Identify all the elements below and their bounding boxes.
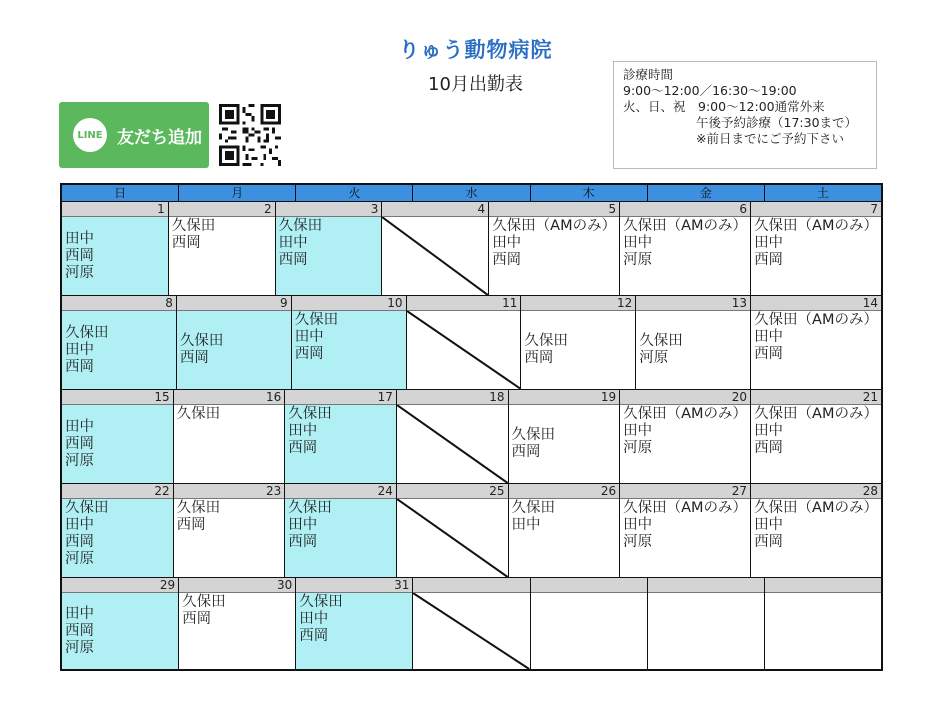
staff-list (62, 217, 168, 295)
staff-list (489, 217, 619, 295)
calendar-day-cell (62, 578, 179, 669)
day-number: 16 (174, 390, 285, 405)
calendar-day-cell (62, 202, 169, 295)
staff-name: 田中 (65, 605, 94, 622)
calendar-day-cell (179, 578, 296, 669)
closed-day-body (413, 593, 529, 669)
staff-list (620, 217, 750, 295)
staff-name: 西岡 (299, 628, 329, 644)
day-number: 3 (276, 202, 382, 217)
staff-name: 久保田（AMのみ） (754, 218, 878, 234)
staff-name: 西岡 (171, 235, 201, 251)
staff-name: 西岡 (288, 534, 318, 550)
staff-name: 西岡 (754, 534, 784, 550)
day-number: 5 (489, 202, 619, 217)
staff-list (751, 405, 881, 483)
staff-name: 久保田（AMのみ） (623, 500, 748, 516)
staff-list (620, 405, 750, 483)
day-number: 24 (285, 484, 396, 499)
calendar-day-cell (620, 390, 751, 483)
line-add-friend-button[interactable] (59, 102, 209, 168)
day-number: 25 (397, 484, 508, 499)
staff-list (751, 311, 881, 389)
closed-diagonal-icon (397, 499, 508, 577)
staff-list (62, 311, 176, 389)
staff-list (174, 499, 285, 577)
staff-list (285, 499, 396, 577)
staff-name: 田中 (65, 517, 94, 533)
day-number: 10 (292, 296, 406, 311)
day-number: 21 (751, 390, 881, 405)
closed-diagonal-icon (397, 405, 508, 483)
staff-name: 久保田 (511, 427, 555, 443)
weekday-fri: 金 (648, 185, 765, 201)
calendar-day-cell (531, 578, 648, 669)
staff-name: 田中 (623, 423, 653, 439)
calendar-day-cell (489, 202, 620, 295)
calendar-week-row (62, 577, 881, 669)
day-number: 27 (620, 484, 750, 499)
staff-name: 田中 (65, 230, 94, 247)
staff-name: 西岡 (65, 534, 94, 550)
staff-name: 西岡 (179, 350, 209, 366)
line-add-friend-label: 友だち追加 (117, 127, 202, 148)
weekday-header (62, 185, 881, 201)
staff-name: 田中 (278, 235, 308, 251)
hours-holiday-note: 火、日、祝 9:00～12:00通常外来 (623, 99, 825, 114)
staff-name: 久保田（AMのみ） (754, 500, 878, 516)
staff-name: 久保田 (171, 218, 216, 234)
staff-name: 久保田 (288, 406, 332, 422)
weekday-wed: 水 (413, 185, 530, 201)
day-number: 20 (620, 390, 750, 405)
staff-list (174, 405, 285, 483)
closed-day-body (382, 217, 488, 295)
staff-name: 西岡 (511, 444, 541, 460)
staff-list (509, 499, 620, 577)
day-number: 29 (62, 578, 178, 593)
day-number: 9 (177, 296, 291, 311)
staff-name: 久保田 (179, 333, 224, 349)
calendar-week-row (62, 201, 881, 295)
weekday-mon: 月 (179, 185, 296, 201)
staff-name: 西岡 (754, 346, 784, 362)
hours-reservation-note: ※前日までにご予約下さい (696, 131, 844, 146)
line-icon: LINE (73, 118, 107, 152)
staff-name: 久保田 (65, 324, 109, 341)
consultation-hours-box (613, 61, 877, 169)
staff-name: 西岡 (65, 622, 94, 639)
weekday-sat: 土 (816, 186, 829, 200)
calendar-day-cell (751, 484, 881, 577)
staff-name: 西岡 (278, 252, 308, 268)
calendar-day-cell (285, 390, 397, 483)
staff-list (179, 593, 295, 669)
calendar-day-cell (521, 296, 636, 389)
staff-list (285, 405, 396, 483)
calendar-day-cell (285, 484, 397, 577)
calendar-day-cell (765, 578, 881, 669)
staff-list (169, 217, 275, 295)
staff-list (62, 405, 173, 483)
calendar-day-cell (648, 578, 765, 669)
calendar-day-cell (397, 484, 509, 577)
staff-name: 西岡 (182, 611, 212, 627)
staff-name: 西岡 (65, 435, 94, 452)
calendar-day-cell (636, 296, 751, 389)
staff-list (62, 593, 178, 669)
staff-name: 久保田 (288, 500, 332, 516)
staff-name: 西岡 (65, 247, 94, 264)
day-number: 8 (62, 296, 176, 311)
staff-name: 久保田 (294, 312, 339, 328)
staff-name: 久保田 (511, 500, 555, 516)
staff-name: 河原 (623, 440, 653, 456)
closed-diagonal-icon (407, 311, 521, 389)
calendar-day-cell (174, 484, 286, 577)
weekday-thu: 木 (531, 185, 648, 201)
staff-list (509, 405, 620, 483)
day-number: 12 (521, 296, 635, 311)
staff-name: 久保田 (65, 500, 109, 516)
staff-name: 河原 (65, 639, 94, 656)
calendar-day-cell (751, 202, 881, 295)
day-number: 18 (397, 390, 508, 405)
staff-list (648, 593, 764, 669)
staff-name: 河原 (65, 452, 94, 469)
staff-name: 田中 (754, 329, 784, 345)
staff-name: 田中 (492, 235, 522, 251)
calendar-day-cell (382, 202, 489, 295)
closed-day-body (407, 311, 521, 389)
day-number: 2 (169, 202, 275, 217)
calendar-day-cell (397, 390, 509, 483)
calendar-day-cell (62, 484, 174, 577)
staff-name: 西岡 (524, 350, 554, 366)
closed-day-body (397, 499, 508, 577)
staff-name: 久保田（AMのみ） (623, 406, 748, 422)
staff-name: 西岡 (294, 346, 324, 362)
closed-day-body (397, 405, 508, 483)
staff-name: 久保田 (176, 406, 221, 422)
day-number (765, 578, 881, 593)
calendar-day-cell (174, 390, 286, 483)
calendar-day-cell (413, 578, 530, 669)
staff-list (292, 311, 406, 389)
staff-name: 西岡 (176, 517, 206, 533)
day-number: 31 (296, 578, 412, 593)
staff-name: 田中 (623, 235, 653, 251)
staff-list (751, 499, 881, 577)
day-number: 22 (62, 484, 173, 499)
day-number: 11 (407, 296, 521, 311)
staff-name: 久保田 (524, 333, 568, 349)
staff-name: 西岡 (492, 252, 522, 268)
staff-name: 久保田（AMのみ） (492, 218, 617, 234)
calendar-day-cell (292, 296, 407, 389)
staff-list (62, 499, 173, 577)
staff-name: 久保田 (278, 218, 323, 234)
day-number: 14 (751, 296, 881, 311)
staff-name: 西岡 (754, 440, 784, 456)
calendar-day-cell (620, 484, 751, 577)
staff-name: 河原 (623, 252, 653, 268)
calendar-day-cell (276, 202, 383, 295)
staff-list (521, 311, 635, 389)
calendar-day-cell (620, 202, 751, 295)
staff-name: 西岡 (288, 440, 318, 456)
staff-list (636, 311, 750, 389)
calendar-day-cell (169, 202, 276, 295)
calendar-day-cell (62, 296, 177, 389)
calendar-week-row (62, 295, 881, 389)
staff-name: 田中 (511, 517, 541, 533)
staff-name: 田中 (754, 423, 784, 439)
page-subtitle: 10月出勤表 (428, 74, 523, 95)
staff-name: 西岡 (65, 358, 94, 375)
staff-name: 田中 (623, 517, 653, 533)
staff-name: 久保田 (299, 594, 343, 610)
staff-name: 田中 (754, 235, 784, 251)
staff-name: 久保田（AMのみ） (754, 312, 878, 328)
staff-name: 久保田 (176, 500, 221, 516)
day-number: 26 (509, 484, 620, 499)
clinic-title: りゅう動物病院 (398, 38, 553, 62)
weekday-tue: 火 (296, 185, 413, 201)
staff-name: 田中 (65, 418, 94, 435)
closed-diagonal-icon (382, 217, 488, 295)
closed-diagonal-icon (413, 593, 529, 669)
calendar-day-cell (407, 296, 522, 389)
day-number: 7 (751, 202, 881, 217)
calendar-day-cell (509, 484, 621, 577)
staff-name: 久保田 (182, 594, 226, 610)
staff-name: 久保田 (639, 333, 683, 349)
calendar-week-row (62, 389, 881, 483)
day-number: 15 (62, 390, 173, 405)
staff-name: 田中 (65, 341, 94, 358)
staff-list (620, 499, 750, 577)
hours-times: 9:00～12:00／16:30～19:00 (623, 83, 797, 98)
calendar-day-cell (751, 390, 881, 483)
staff-name: 西岡 (754, 252, 784, 268)
day-number (648, 578, 764, 593)
staff-name: 田中 (288, 423, 318, 439)
hours-afternoon-note: 午後予約診療（17:30まで） (696, 115, 858, 130)
day-number: 17 (285, 390, 396, 405)
staff-list (276, 217, 382, 295)
calendar-day-cell (177, 296, 292, 389)
staff-name: 田中 (288, 517, 318, 533)
day-number (531, 578, 647, 593)
staff-list (765, 593, 881, 669)
day-number (413, 578, 529, 593)
staff-list (531, 593, 647, 669)
staff-name: 久保田（AMのみ） (623, 218, 748, 234)
day-number: 23 (174, 484, 285, 499)
day-number: 28 (751, 484, 881, 499)
staff-name: 久保田（AMのみ） (754, 406, 878, 422)
day-number: 30 (179, 578, 295, 593)
staff-name: 田中 (294, 329, 324, 345)
qr-code-icon[interactable] (219, 104, 281, 166)
calendar-day-cell (296, 578, 413, 669)
calendar-day-cell (62, 390, 174, 483)
staff-name: 河原 (623, 534, 653, 550)
staff-name: 田中 (754, 517, 784, 533)
staff-name: 河原 (65, 264, 94, 281)
weekday-sun: 日 (62, 185, 179, 201)
calendar-week-row (62, 483, 881, 577)
day-number: 4 (382, 202, 488, 217)
day-number: 13 (636, 296, 750, 311)
staff-list (751, 217, 881, 295)
day-number: 6 (620, 202, 750, 217)
staff-name: 田中 (299, 611, 329, 627)
shift-calendar (60, 183, 883, 671)
staff-list (296, 593, 412, 669)
staff-name: 河原 (65, 551, 94, 567)
day-number: 19 (509, 390, 620, 405)
staff-list (177, 311, 291, 389)
hours-heading: 診療時間 (623, 67, 674, 82)
calendar-day-cell (509, 390, 621, 483)
calendar-day-cell (751, 296, 881, 389)
day-number: 1 (62, 202, 168, 217)
staff-name: 河原 (639, 350, 669, 366)
